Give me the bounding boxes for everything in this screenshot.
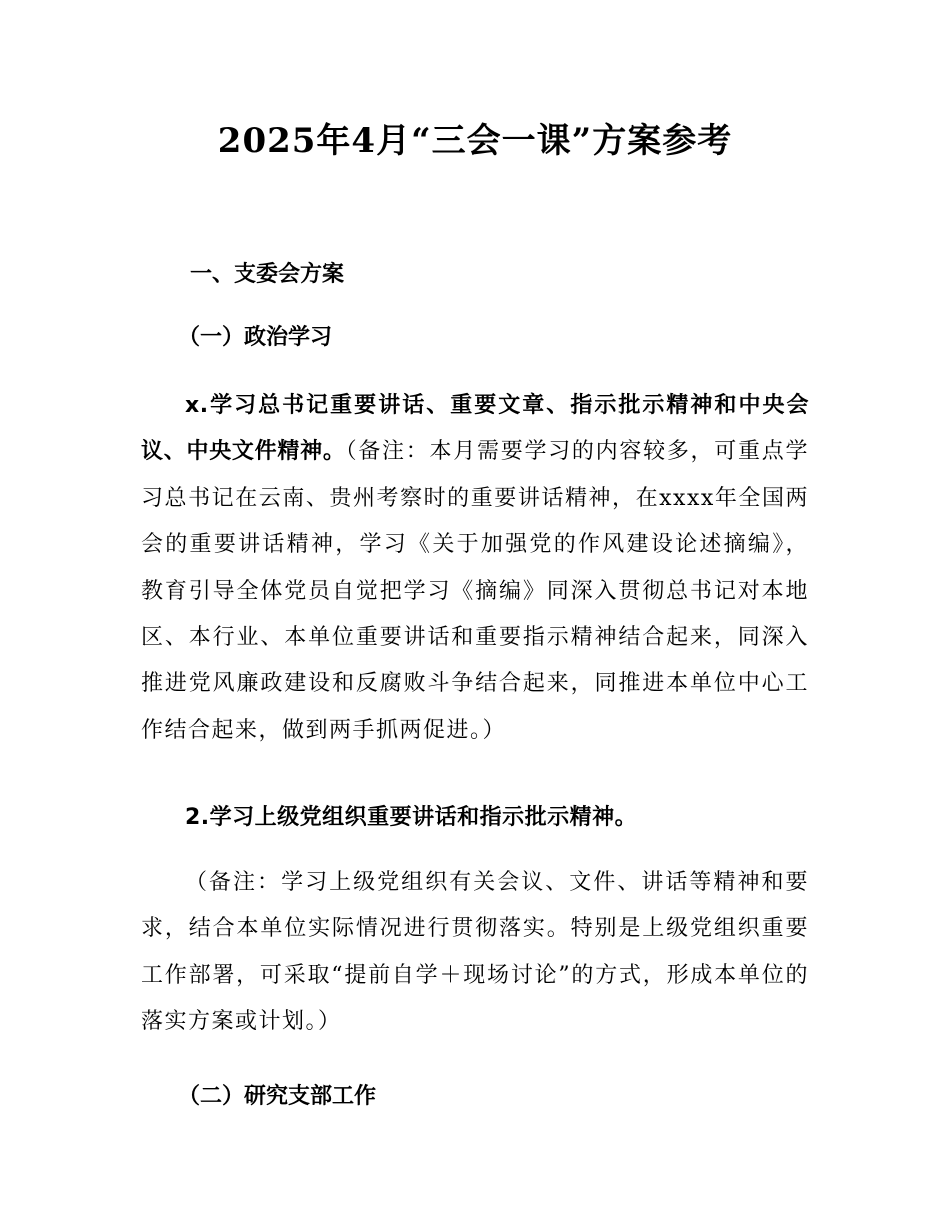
section-heading-branch-committee: 一、支委会方案	[190, 262, 345, 287]
document-title: 2025年4月“三会一课”方案参考	[217, 121, 733, 161]
paragraph-item-1	[141, 383, 809, 754]
item-1-lead: x.学习总书记重要讲话、重要文章、指示批示精神和中央会议、中央文件精神。	[141, 393, 809, 465]
item-2-lead: 2.学习上级党组织重要讲话和指示批示精神。	[185, 805, 638, 830]
subsection-heading-political-study: （一）政治学习	[178, 325, 333, 350]
paragraph-item-2-note	[141, 860, 809, 1046]
item-2-note: （备注：学习上级党组织有关会议、文件、讲话等精神和要求，结合本单位实际情况进行贯彻落实。特别是上级党组织重要工作部署，可采取“提前自学＋现场讨论”的方式，形成本单位的落实方案或计划。）	[141, 870, 809, 1035]
subsection-heading-branch-work: （二）研究支部工作	[178, 1084, 377, 1109]
item-1-note: （备注：本月需要学习的内容较多，可重点学习总书记在云南、贵州考察时的重要讲话精神，在xxxx年全国两会的重要讲话精神，学习《关于加强党的作风建设论述摘编》，教育引导全体党员自觉把学习《摘编》同深入贯彻总书记对本地区、本行业、本单位重要讲话和重要指示精神结合起来，同深入推进党风廉政建设和反腐败斗争结合起来，同推进本单位中心工作结合起来，做到两手抓两促进。）	[141, 439, 809, 743]
paragraph-item-2	[141, 795, 809, 841]
